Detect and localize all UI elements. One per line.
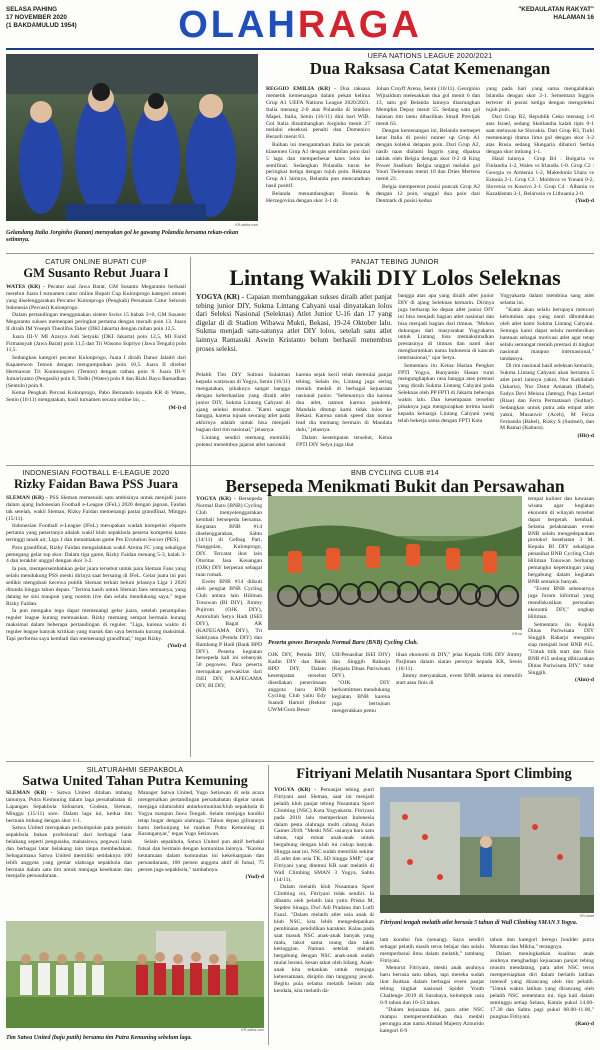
article-column [396, 652, 522, 756]
date-label: 17 NOVEMBER 2020 [6, 14, 67, 21]
article-uefa-nations-league [266, 51, 594, 81]
paragraph: Ia pun mengaku tega dapat memenangi gelar juara, setelah penampilan reguler league kurang memuaskan. Rizky memang sempat bermain kurang maksimal dalam beberapa pertandingan di reguler. "Liga, kurena waktu di reguler league banyak kritikan yang masuk dan saya bermain kurang maksimal. Tapi performa saya kembali dan memenangi grandfinal," tegas Rizky. [6, 608, 186, 642]
article-fitriyani [274, 767, 594, 785]
article-catur-online [6, 257, 186, 462]
paragraph: Dalam meningkatkan kualitas anak asuhnya menghadapi kejuaraan panjat tebing musim mendatang, para atlet NSC terus mempersiapkan diri dalam berlatih latihan intensif yang dirancang oleh tim pelatih. "Untuk waktu latihan yang dirancang oleh pelatih NSC sementara ini, tiga kali dalam seminggu setiap Selasa, Kamis pukul 14.00-17.30 dan Sabtu pagi pukul 08.00-11.00," pungkas Fitriyani. [490, 951, 594, 1020]
article-column [376, 86, 480, 252]
paragraph: karena sejak kecil telah memulai panjat tebing. Selain itu, Lintang juga sering meraih medali di berbagai kejuaraan nasional junior. "Sebenarnya dia karena dua atlet, namun karena pandemi, Mandala ditutup kami tidak lolos ke Bekasi. Karena untuk speed dan nomor lead dia memang bermain di Mandala dulu," jelasnya. [296, 372, 392, 434]
paragraph: Sedangkan kategori pecatur Kulonprogo, Juara I diraih Danur Jaladri dari Kapanewon Temon dengan mengumpulkan poin 10,5. Juara II direbut Hermawan Tri Kuntonugoro (Temon) dengan raihan poin 8. Juara III-V Jumariyanto (Pengasih) poin 8, Tedhi (Wates) poin 8 dan Rizki Bayu Ramadhan (Sentolo) poin 8. [6, 354, 186, 389]
article-kicker: UEFA NATIONS LEAGUE 2020/2021 [367, 51, 493, 60]
article-headline: Satwa United Tahan Putra Kemuning [22, 774, 248, 789]
author-signature: (Ran)-d [575, 1021, 594, 1028]
paragraph: OJK DIY, Pemda DIY, Kadin DIY dan Bank BPD DIY. Dalam kesempatan tersebut disediakan penerimaan anggota baru BNB Cycling Club yaitu Edy Suandi Hamid (Rektor UWM/Guru Besar [268, 652, 326, 714]
paragraph: bangga atas apa yang diraih atlet junior DIY di ajang Seleknas kemarin. Dirinya juga berharap ke depan atlet junior DIY ini bisa menjadi bagian atlet nasional dan bisa menjadi bagian dari timnas. "Mohon dukungan dari masyarakat Yogyakarta untuk Lintang bisa memaksimalkan prestasinya di timnas dan nanti ikut mengharumkan nama Indonesia di kancah internasional," ujar Setya. [398, 293, 494, 362]
paragraph: Indonesian Football e-League (IFeL) merupakan wadah kompetisi eSports pertama yang pesertanya adalah wakil klub sepakbola peserta kompetisi kasta tertinggi tanah air, Liga 1 dan menamakan game Pro Evolution Soccer (PES). [6, 523, 186, 544]
dateline: YOGYA (KR) - [196, 293, 245, 301]
publication-name: "KEDAULATAN RAKYAT" [518, 6, 594, 13]
paragraph: Juara III-V MI Azarya Jodi Setyaki (DKI Jakarta) poin 12,5, MI Farid Firmansyah (Jawa Barat) poin 11,5 dan Tri Wasono Supriyo (Jawa Tengah) poin 11,5. [6, 333, 186, 354]
cyclists-image [268, 496, 522, 630]
article-column [196, 372, 290, 462]
article-kicker: SILATURAHMI SEPAKBOLA [86, 765, 184, 774]
dateline: SLEMAN (KR) - [6, 790, 53, 796]
dateline: YOGYA (KR) - [274, 787, 317, 793]
paragraph: Lintang sendiri memang memiliki potensi menembus jajaran atlet nasional [196, 434, 290, 448]
article-column [528, 496, 594, 758]
paragraph: UII/Penasihat ISEI DIY) dan Singgih Raharjo (Kepala Dinas Pariwisata DIY). [332, 652, 390, 679]
logo-part-raga: RAGA [297, 4, 422, 46]
page-number: HALAMAN 16 [553, 14, 594, 21]
photo-wall-climbing [380, 787, 594, 913]
photo-cyclists [268, 496, 522, 630]
divider [190, 257, 191, 757]
article-panjat-tebing [196, 257, 594, 292]
paragraph: Satwa United merupakan perkumpulan para pemain sepakbola bukan profesional dari berbagai latar belakang seperti pengusaha, mahasiswa, pegawai bank dan berbagai latar belakang lain tanpa membedakan. Sebagaimana Satwa United memiliki setidaknya 100 lebih anggota yang gemar olahraga sepakbola dan bermain dalam satu tim untuk menjaga kesehatan dan menjalin persaudaraan. [6, 825, 132, 880]
paragraph: lam kondisi fun (senang). Saya sendiri sebagai pelatih masih terus belajar dan selalu memperbarui ilmu dalam melatih," tambang Fitriyani. [380, 937, 484, 964]
dateline: SLEMAN (KR) - [6, 495, 48, 502]
author-signature: (Yud)-d [245, 874, 264, 881]
day-label: SELASA PAHING [6, 6, 58, 13]
paragraph: yang pada hari yang sama mengalahkan Islandia dengan skor 2-1. Sementara Inggris tertexer di posisi ketiga dengan mengoleksi tujuh poin. [486, 86, 594, 113]
dateline: WATES (KR) - [6, 284, 45, 291]
article-column [500, 293, 594, 462]
article-column [274, 787, 374, 1045]
paragraph: PSS Sleman memenuhi satu ambisinya untuk menjadi juara dalam ajang Indonesian Football e-League (IFeL) 2020 dengan jagoan, Faidan tak setelah, wakil Sleman, Rizky Faidan memenangi partai grandfinal, Minggu (15/11). [6, 495, 186, 522]
author-signature: (Ahn)-d [575, 677, 594, 684]
photo-football-teams [6, 921, 264, 1028]
photo-caption: Gelandang Italia Jorginho (kanan) merayakan gol ke gawang Polandia bersama rekan-rekan setimnya. [6, 230, 239, 244]
paragraph: Para grandfinal, Rizky Faidan mengalahkan wakil Arema FC yang sekaligus pemegang gelar top skor. Dalam tiga game, Rizky Faidan menang 5-3, kalah 3-4 dan terakhir unggul dengan skor 3-2. [6, 544, 186, 565]
paragraph: Johan Cruyff Arena, Senin (16/11). Georginio Wijnaldum melesakkan dua gol menit 6 dan 13, satu gol Belanda lainnya disarungkan Memphis Depay menit 55. Sedang satu gol balasan tim tamu dihasilkan Smail Prevljak menit 63. [376, 86, 480, 127]
paragraph: Pemanjat tebing putri Fitriyani asal Sleman, saat ini menjadi pelatih klub panjat tebing Nusantara Sport Climbing (NSC) Kota Yogyakarta. Fitriyani pada 2018 lalu memperkuat Indonesia dalam pesta olahraga multi cabang Asian Games 2018. "Meski NSC usianya baru satu tahun, tapi minat anak-anak untuk bergabung dengan klub ini cukup banyak. Hingga saat ini, NSC sudah memiliki sekitar 45 atlet dan usia TK, SD hingga SMP," ujar Fitriyani yang ditemui KR saat melatih di Wall Climbing SMAN 3 Yogya, Sabtu (14/11). [274, 787, 374, 883]
article-column [296, 372, 392, 462]
photo-credit: KR-ist [512, 632, 522, 636]
paragraph: Yogyakarta dalam membina sang atlet selama ini. [500, 293, 594, 306]
article-column [6, 790, 132, 918]
logo-part-olah: OLAH [178, 4, 298, 46]
article-ifel [6, 468, 186, 758]
paragraph: Dalam kesempatan tersebut, Ketua FPTI DIY Setya juga ikut [296, 434, 392, 448]
paragraph: Di tim nasional hasil seleksan kemarin, Sukma Lintang Cahyani akan bersama 5 atlet putri lainnya yakni, Nur Kabilabah (Jakarta), Nur Datur Amanah (Babel), Fadya Devi Meisza (Jateng), Puja Lestari (Riau) dan Ferra Permatasari (Sulbar). Sedangkan untuk putra ada empat atlet yakni, Musauwir (Aceh), M Ferza Fernanda (Babel), Rizky S (Sumsel), dan M Ramai (Kaltara). [500, 363, 594, 432]
article-kicker: BNB CYCLING CLUB #14 [351, 468, 439, 477]
paragraph: "Event BNB sebenarnya juga forum informal yang mendiskusikan persoalan ekonomi DIY," ungkap Hiliman. [528, 586, 594, 620]
article-kicker: PANJAT TEBING JUNIOR [351, 257, 439, 266]
paragraph: Hasil lainnya : Grup B4 : Bulgaria vs Finlandia 1-2, Wales vs Irlandia 1-0. Grup C2 : Georgia vs Armenia 1-2, Makedonia Utara vs Estonia 2-1. Grup C3 : Moldova vs Yunani 0-2, Slovenia vs Kosovo 2-1. Grup C4 : Albania vs Kazakhstan 3-1, Belarusia vs Lithuania 2-0. [486, 156, 594, 197]
article-column [196, 496, 262, 690]
article-headline: Dua Raksasa Catat Kemenangan [309, 59, 551, 78]
dateline: YOGYA (KR) - [196, 496, 236, 502]
article-lead [196, 293, 392, 353]
divider [6, 761, 594, 762]
paragraph: Pecatur asal Jawa Barat, GM Susanto Megaranto berhasil merebut Juara I turnamen catur online Bupati Cup Kulonprogo kategori umum yang diselenggarakan Percatur Kulonprogo (Pengkab) Persatuan Catur Seluruh Indonesia (Percasi) Kulonprogo. [6, 284, 186, 311]
photo-credit: KR-safira.com [235, 223, 258, 227]
paragraph: lihan ekonomi di DIY," jelas Kepala OJK DIY Jimmy Parjiman dalam siaran persnya kepada KR, Senin (16/11). [396, 652, 522, 672]
paragraph: Dari Grup B2, Republik Ceko menang 1-0 atas Israel, sedang Skotlandia kalah tipis 0-1 saat melawan ke Slovakia. Dari Grup B3, Turki memenangi drama lima gol dengan skor 3-2 atas Rusia sedang Hungaria dihaturi Serbia dengan skor imbang 1-1. [486, 114, 594, 155]
paragraph: Ketua Pengkab Percasi Kulonprogo, Pabo Bernando kepada KR di Wates, Senin (16/11) mengatakan, hasil turnamen secara online ini, ... [6, 390, 186, 403]
paragraph: Jimmy menyatakan, event BNB selama ini memilih start atau finis di [396, 673, 522, 687]
paragraph: Raihan ini mengantarkan Italia ke puncak klasemen Grup A1 dengan sembilan poin dari 5 laga dan memperbesar kans lolos ke semifinal. Sedangkan Polandia turun ke peringkat ketiga dengan tujuh poin. Rekrasa Grup A1 lainnya, Belanda pun mencatatkan hasil positif. [266, 141, 370, 190]
article-column [486, 86, 594, 252]
article-column [332, 652, 390, 756]
paragraph: Dalam pertandingan menggunakan sistem Swiss 15 babak 3+0, GM Susanto Megaranto sukses memenpati peringkat pertama dengan meraih poin 13. Juara II diraih IM Yoseph Theolifus Taher (DKI Jakarta) dengan raihan poin 12,5. [6, 312, 186, 333]
article-headline: Rizky Faidan Bawa PSS Juara [14, 477, 178, 491]
article-kicker: CATUR ONLINE BUPATI CUP [45, 257, 147, 266]
divider [268, 765, 269, 1045]
paragraph: Ia pun, mempersembahkan gelar juara tersebut untuk para Sleman Fans yang selalu mendukung PSS meski dirinya saat bersaing di IFeL. Gelar juara ini pun sedikit mengobati kecewa publik Sleman terkait belum jelasnya Liga 1 2020 ditunda hingga tahun depan. "Terima kasih untuk Sleman fans semuanya, yang datang ke sini maupun yang nonton live dan selalu mendukung saya," tegas Rizky Faidan. [6, 565, 186, 607]
author-signature: (Yud)-d [575, 198, 594, 205]
paragraph: Dengan kemenangan ini, Belanda memepet ketat Italia di posisi runner up Grup A1 dengan koleksi delapan poin. Dari Grup A2, nasib naas dialami Inggris yang dipaksa takluk oleh Belgia dengan skor 0-2 di King Power Stadium. Belgia unggul melalui gol Youri Tielemans menit 10 dan Dries Mertens menit 23. [376, 128, 480, 183]
javanese-date-label: (1 BAKDAMULUD 1954) [6, 22, 77, 29]
article-headline: Lintang Wakili DIY Lolos Seleknas [229, 265, 561, 290]
article-headline: GM Susanto Rebut Juara I [23, 266, 169, 280]
football-celebration-image [6, 54, 258, 221]
paragraph: Pelatih Tim DIY Sultoni Sulaiman kepada wartawan di Yogya, Senin (16/11) mengatakan, pihaknya sangat bangga dengan keberhasilan yang diraih atlet junior DIY, Sukma Lintang Cahyani di ajang seleksi tersebut. "Kami sangat bangga, karena tujuan seorang atlet pada akhirnya adalah untuk bisa menjadi bagian dari tim nasional," jelasnya. [196, 372, 290, 434]
paragraph: Bersepeda Normal Baru (BNB) Cycling Club menyelenggarakan kembali bersepeda bersama. Kegiatan BNB #14 diselenggarakan, Sabtu (14/11) di Gelbag Pari, Nanggulan, Kulonprogo, DIY. Tercatat ikut lain Otoritas Jasa Keuangan (OJK) DIY berperan sebagai tuan rumah. [196, 496, 262, 578]
article-column [490, 937, 594, 1045]
paragraph: "Dalam kejuaraan ini, para atlet NSC mampu mempersembahkan dua medali perunggu atas nama Ahmad Majesty Aznurido kategori 6-9 [380, 1007, 484, 1034]
lead-paragraph: Capaian membanggakan sukses diraih atlet panjat tebing junior DIY, Sukma Lintang Cahyani usai dinyatakan lolos dari Seleksi Nasional (Seleknas) Atlet Junior U-16 dan 17 yang digelar di di Stadion Wibawa Mukti, Bekasi, 19-24 Oktober lalu. Sukma menjadi satu-satunya atlet DIY lolos, setelah satu atlet lainnya Ramasuki Aswin Kristanto belum berhasil menembus proses seleksi. [196, 293, 392, 353]
article-headline: Fitriyani Melatih Nusantara Sport Climbing [296, 766, 572, 782]
paragraph: Sementara itu Kepala Dinas Pariwisata DIY Singgih Raharjo mengaku siap menjadi host BNB #15. "Untuk titik start dan finis BNB #15 sedang dibicarakan Dinas Pariwisata DIY," tutur Singgih. [528, 621, 594, 676]
author-signature: (Hit)-d [577, 432, 594, 439]
paragraph: Event BNB #14 diikuti oleh pengiat BNB Cycling Club antara lain Hiliman Tonowan (BI DIY), Jimmy Pujirom (OJK DIY), Amirullah Setya Hadi (ISEI DIY), Bagat AR (KAFEGAMA DIY), Tri Saktiyana (Pemda DIY) dan Bambang P Hadi (Bank BPD DIY). Peserta kegiatan bersepeda kali ini sebanyak 50 pegowes. Para peserta merupakan perwakilan dari ISEI DIY, KAFEGAMA DIY, BI DIY, [196, 579, 262, 690]
article-headline: Bersepeda Menikmati Bukit dan Persawahan [225, 476, 565, 496]
wall-climbing-image [380, 787, 594, 913]
photo-caption: Peserta gowes Bersepeda Normal Baru (BNB) Cycling Club. [268, 640, 419, 646]
section-logo [6, 4, 594, 46]
paragraph: Dua raksasa memetik kemenangan dalam pekan kelima Grup A1 UEFA Nations League 2020/2021. Italia menang 2-0 atas Polandia di Stadion Mapei, Italia, Senin (16/11) dini hari WIB. Gol Italia disumbangkan Jorginho menit 27 melalui eksekusi penalti dan Domenico Berardi menit 83. [266, 86, 370, 141]
author-signature: (Yud)-d [167, 643, 186, 650]
article-kicker: INDONESIAN FOOTBALL E-LEAGUE 2020 [22, 468, 170, 477]
article-column [268, 652, 326, 756]
photo-italy-players [6, 54, 258, 221]
paragraph: Sementara itu Ketua Harian Pengkot FPTI Yogya, Bunyamin Hasan turut mengungkapkan rasa bangga atas prestasi yang diraih Sukma Lintang Cahyani pada Seleknas oleh PP FPTI di Jakarta beberapa waktu lalu. Dan kesempatan tersebut pihaknya juga mengucapkan terima kasih kepada keluarga Lintang Cahyani yang telah bekerja sama dengan FPTI Kota [398, 362, 494, 424]
paragraph: tempat kuliner dan kawasan wisata agar kegiatan ekonomi di wilayah tersebut dapat bergerak kembali. Selama pelaksanaan event BNB selalu mengedepankan protokol kesehatan 3 M. Kepala BI DIY sekaligus penasihat BNB Cycling Club Hiliman Tonowan berharap pemangku kepentingan yang bergabung dalam kegiatan BNB semakin banyak. [528, 496, 594, 585]
article-satwa-united [6, 765, 264, 793]
article-column [138, 790, 264, 918]
paragraph: Belgia mempererat posisi puncak Grup A2 dengan 12 poin, unggul dua poin dari Denmark di posisi kedua [376, 183, 480, 204]
paragraph: Selain sepakbola, Satwa United pun aktif berbakti futsal dan bermain dengan komunitas lainnya. "Karena keutamaan dalam komunitas ini kekeluargaan dan persaudaraan, 100 persen anggota aktif di futsal, 75 persen juga sepakbola," tambahnya. [138, 838, 264, 873]
paragraph: Menurut Fitriyani, meski anak asuhnya baru berusia satu tahun, tapi mereka sudah ikut ikutkan dalam berbagai event panjat tebing tingkat nasional Spider Youth Challenge 2019 di Surabaya, kelompok usia 6-9 tahun dan 10-13 tahun. [380, 965, 484, 1006]
paragraph: Satwa United ditahan imbang tamunya, Putra Kemuning dalam laga persahabatan di Lapangan Sepakbola Sidoarum, Godean, Sleman, Minggu (15/11) sore. Dalam laga ini, kedua tim bermain imbang dengan skor 1-1. [6, 790, 132, 824]
divider [6, 253, 594, 254]
photo-credit: KR-safira.com [241, 1028, 264, 1032]
author-signature: (M-i)-d [168, 404, 186, 411]
paragraph: Belanda menumbangkan Bosnia & Herzegovina dengan skor 3-1 di [266, 190, 370, 204]
divider [6, 465, 594, 466]
paragraph: "OJK DIY berkomitmen mendukung kegiatan BNB karena juga bertujuan mengerakkan pemu [332, 680, 390, 714]
paragraph: Dalam melatih klub Nusantara Sport Climbing ini, Fitriyani tidak sendiri. Ia dibantu oleh pelatih lain yaitu Priska M, Sepdeo Sinaga, Dwi Adi Pradana dan Lutfi Fauzi. "Dalam melatih atlet usia anak di klub NSC, kita lebih mengedepankan pembinaan pendidikan karakter. Kalau pada saat masuk NSC anak-anak banyak yang malu, takut sama orang dan takut ketinggian. Namun setelah melatih bergabung dengan NSC anak-anak sudah mulai berani, kesan takut oleh hilang. Anak-anak kita tekankan untuk menjaga kebersamaan, disiplin dan tanggung jawab. Begitu pula selama melatih belum ada kendala, kita melatih da- [274, 884, 374, 994]
article-column [398, 293, 494, 462]
article-column [266, 86, 370, 252]
team-photo-image [6, 921, 264, 1028]
paragraph: tahun dan kategori beregu boulder putra Mumtaz dan Mikha," terangnya. [490, 937, 594, 950]
photo-credit: KR-idrad [579, 914, 594, 918]
masthead [6, 4, 594, 50]
publication-info [518, 6, 594, 22]
paragraph: "Kami akan selalu berupaya mencari kebutuhan apa yang nanti dibutuhkan oleh atlet kami Sukma Lintang Cahyani. Semoga kami dapat selalu memberikan bantuan sebagai motivasi atlet agar tetap selalu semangat meraih prestasi di tingkat nasional maupun internasional," tandasnya. [500, 307, 594, 362]
dateline: REGGIO EMILIA (KR) - [266, 86, 337, 92]
paragraph: Manager Satwa United, Yugo Setiawan di sela acara mengenalkan pertandingan persahabatan digelar untuk menjaga silaturahmi antarkomunitas/klub sepakbola di Yogya maupun Jawa Tengah. Selain menjaga kondisi tetap bugar dengan olahraga. "Tahun depan gilirannya kami berkunjung ke markas Putra Kemuning di Karanganyar," tegas Yugo Setiawan. [138, 790, 264, 838]
photo-caption: Fitriyani tengah melatih atlet berusia 5 tahun di Wall Climbing SMAN 3 Yogya. [380, 920, 578, 926]
photo-caption: Tim Satwa United (baju putih) bersama tim Putra Kemuning sebelum laga. [6, 1035, 192, 1041]
article-bnb-cycling [196, 468, 594, 495]
article-column [380, 937, 484, 1045]
